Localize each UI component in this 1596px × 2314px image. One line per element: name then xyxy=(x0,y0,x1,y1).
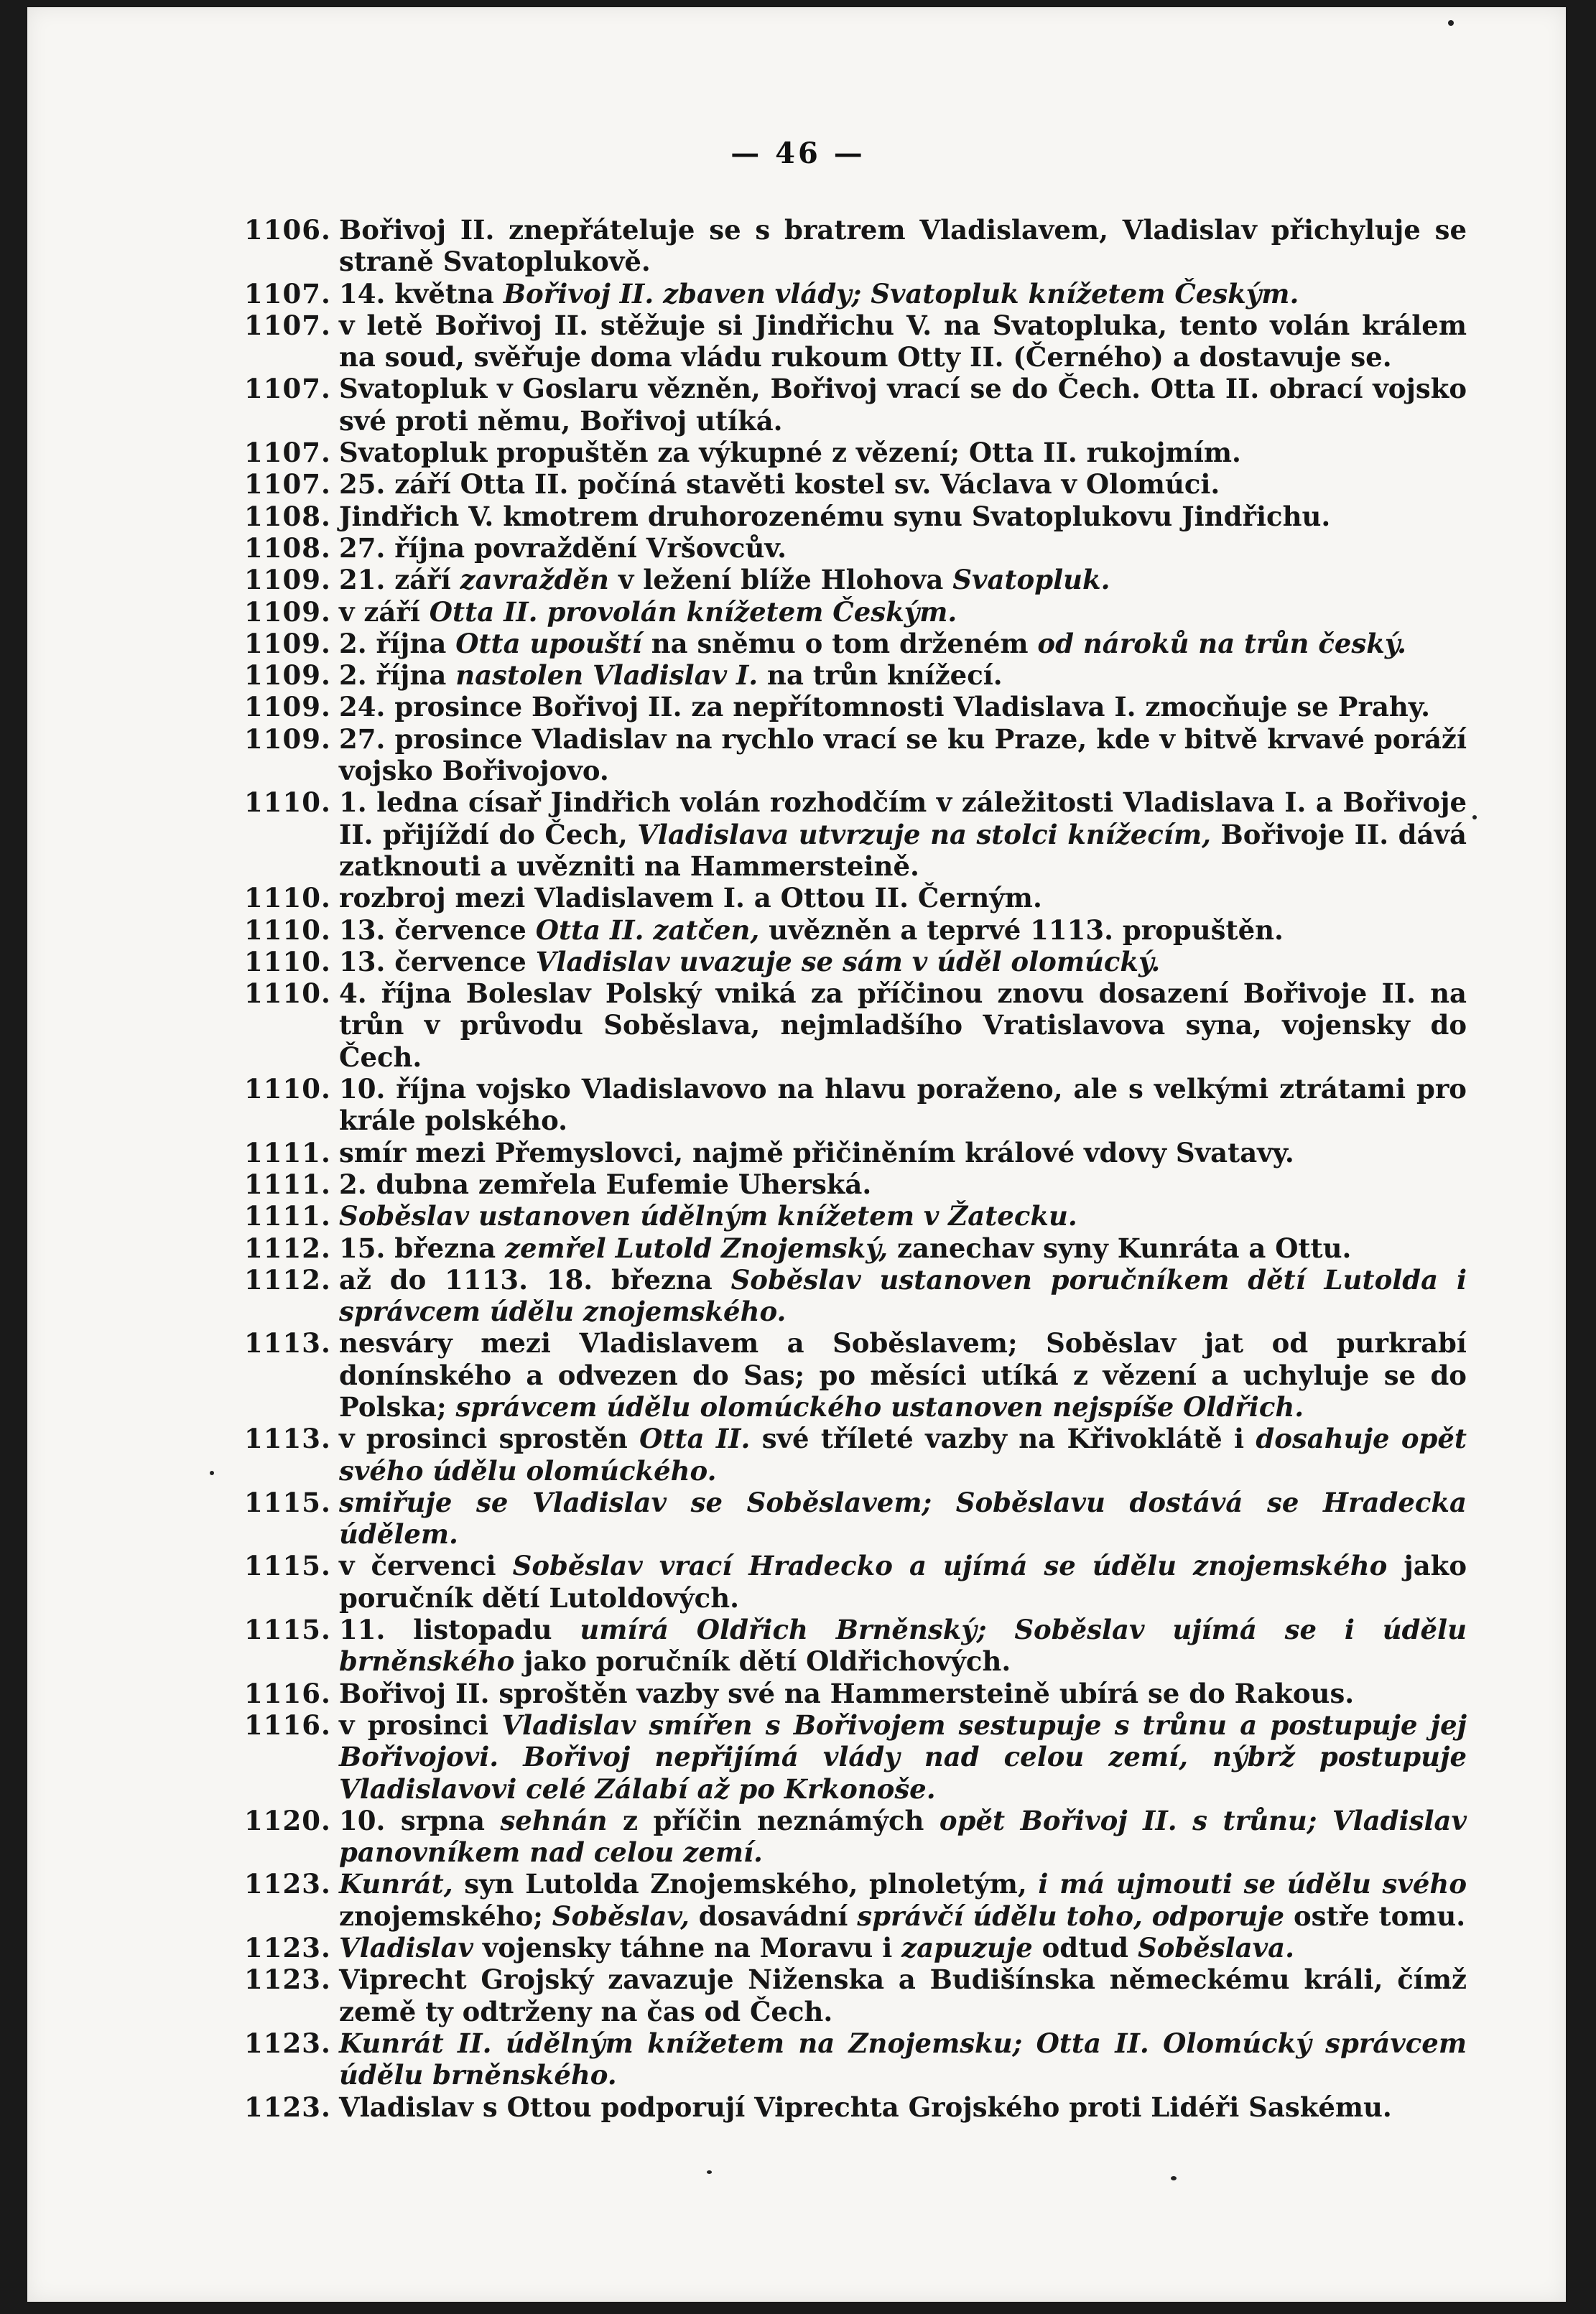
text-segment: 25. září Otta II. počíná stavěti kostel sv. Václava v Olomúci. xyxy=(339,468,1220,501)
italic-segment: Vladislava utvrzuje na stolci knížecím, xyxy=(637,818,1211,850)
chronology-entry xyxy=(244,2027,1467,2091)
chronology-entry xyxy=(244,373,1467,437)
entry-text xyxy=(339,2091,1467,2123)
italic-segment: smiřuje se Vladislav se Soběslavem; Soběslavu dostává se Hradecka údělem. xyxy=(339,1486,1467,1551)
entry-text xyxy=(339,1264,1467,1328)
entry-text xyxy=(339,468,1467,500)
text-segment: odtud xyxy=(1032,1932,1138,1964)
entry-text xyxy=(339,1550,1467,1614)
text-segment: v ležení blíže Hlohova xyxy=(608,564,953,596)
text-segment: jako poručník dětí Oldřichových. xyxy=(514,1645,1011,1678)
text-segment: 11. listopadu xyxy=(339,1614,580,1646)
entry-text xyxy=(339,564,1467,595)
text-segment: nesváry mezi Vladislavem a Soběslavem; Soběslav jat od purkrabí donínského a odvezen do Sas; po měsíci utíká z vězení a uchyluje se do Polska; xyxy=(339,1327,1467,1423)
entry-text xyxy=(339,1327,1467,1423)
entry-year: 1108. xyxy=(244,531,331,564)
chronology-entry xyxy=(244,1073,1467,1137)
text-segment: 2. října xyxy=(339,659,456,692)
entry-year: 1110. xyxy=(244,786,331,819)
italic-segment: Otta II. provolán knížetem Českým. xyxy=(429,595,957,628)
chronology-entry xyxy=(244,437,1467,468)
chronology-entry xyxy=(244,1964,1467,2027)
entry-year: 1109. xyxy=(244,627,331,659)
text-segment: Svatopluk v Goslaru vězněn, Bořivoj vrací se do Čech. Otta II. obrací vojsko své proti němu, Bořivoj utíká. xyxy=(339,373,1467,437)
text-segment: 1. ledna císař Jindřich volán rozhodčím v záležitosti Vladislava I. a Bořivoje II. přijíždí do Čech, xyxy=(339,786,1467,850)
italic-segment: Soběslav ustanoven poručníkem dětí Lutolda i správcem údělu znojemského. xyxy=(339,1263,1467,1328)
entry-year: 1107. xyxy=(244,437,331,469)
text-segment: Svatopluk propuštěn za výkupné z vězení; Otta II. rukojmím. xyxy=(339,437,1241,469)
chronology-entry xyxy=(244,1487,1467,1551)
entry-year: 1110. xyxy=(244,914,331,946)
chronology-entry xyxy=(244,278,1467,310)
chronology-entry xyxy=(244,501,1467,532)
italic-segment: Otta upouští xyxy=(455,627,642,659)
italic-segment: správcem údělu olomúckého ustanoven nejspíše Oldřich. xyxy=(455,1390,1304,1423)
italic-segment: správčí údělu toho, odporuje xyxy=(857,1900,1285,1932)
chronology-entry xyxy=(244,882,1467,914)
chronology-entry xyxy=(244,214,1467,278)
text-segment: uvězněn a teprvé 1113. propuštěn. xyxy=(759,914,1284,946)
entry-text xyxy=(339,659,1467,691)
italic-segment: Soběslav, xyxy=(552,1900,690,1932)
italic-segment: Svatopluk. xyxy=(952,564,1110,596)
italic-segment: opět Bořivoj II. s trůnu; Vladislav panovníkem nad celou zemí. xyxy=(339,1804,1467,1869)
chronology-entry xyxy=(244,977,1467,1073)
text-segment: v prosinci sprostěn xyxy=(339,1423,640,1455)
entry-text xyxy=(339,1137,1467,1168)
chronology-entry xyxy=(244,659,1467,691)
text-segment: 21. září xyxy=(339,564,460,596)
chronology-entry xyxy=(244,1550,1467,1614)
entry-text xyxy=(339,1232,1467,1264)
italic-segment: Soběslav vrací Hradecko a ujímá se údělu znojemského xyxy=(512,1550,1388,1582)
entry-year: 1115. xyxy=(244,1614,331,1646)
text-segment: 14. května xyxy=(339,277,504,310)
italic-segment: nastolen Vladislav I. xyxy=(455,659,758,692)
entry-year: 1111. xyxy=(244,1200,331,1232)
chronology-entry xyxy=(244,691,1467,722)
chronology-entry xyxy=(244,1868,1467,1932)
italic-segment: zemřel Lutold Znojemský, xyxy=(504,1232,889,1264)
text-segment: 2. října xyxy=(339,627,456,659)
chronology-entry xyxy=(244,1200,1467,1232)
entry-text xyxy=(339,501,1467,532)
entry-year: 1113. xyxy=(244,1327,331,1360)
text-segment: ostře tomu. xyxy=(1284,1900,1466,1932)
page-number: — 46 — xyxy=(730,136,866,170)
chronology-entry xyxy=(244,1264,1467,1328)
scan-speck xyxy=(210,1471,214,1475)
entry-text xyxy=(339,1964,1467,2027)
entry-year: 1116. xyxy=(244,1677,331,1709)
text-segment: Bořivoj II. sproštěn vazby své na Hammersteině ubírá se do Rakous. xyxy=(339,1677,1355,1709)
entry-year: 1109. xyxy=(244,564,331,596)
text-segment: 27. prosince Vladislav na rychlo vrací se ku Praze, kde v bitvě krvavé poráží vojsko Bořivojovo. xyxy=(339,722,1467,787)
italic-segment: Vladislav smířen s Bořivojem sestupuje s trůnu a postupuje jej Bořivojovi. Bořivoj nepřijímá vlády nad celou zemí, nýbrž postupuje Vladislavovi celé Zálabí až po Krkonoše. xyxy=(339,1709,1467,1805)
text-segment: na sněmu o tom drženém xyxy=(641,627,1038,659)
scan-speck xyxy=(1171,2176,1177,2180)
text-segment: Bořivoje II. dává zatknouti a uvězniti na Hammersteině. xyxy=(339,818,1467,882)
entry-year: 1107. xyxy=(244,309,331,341)
italic-segment: sehnán xyxy=(500,1804,608,1836)
entry-text xyxy=(339,723,1467,787)
text-segment: syn Lutolda Znojemského, plnoletým, xyxy=(453,1868,1039,1900)
entry-year: 1110. xyxy=(244,1073,331,1105)
entry-text xyxy=(339,532,1467,564)
chronology-entry xyxy=(244,2091,1467,2123)
chronology-entry xyxy=(244,1932,1467,1964)
text-segment: Viprecht Grojský zavazuje Niženska a Budišínska německému králi, čímž země ty odtrženy na čas od Čech. xyxy=(339,1964,1467,2027)
text-segment: z příčin neznámých xyxy=(607,1804,939,1836)
entry-year: 1120. xyxy=(244,1804,331,1836)
text-segment: na trůn knížecí. xyxy=(758,659,1003,692)
text-segment: Bořivoj II. znepřáteluje se s bratrem Vladislavem, Vladislav přichyluje se straně Svatoplukově. xyxy=(339,214,1467,278)
chronology-list xyxy=(244,214,1467,2123)
entry-year: 1123. xyxy=(244,2091,331,2123)
entry-text xyxy=(339,914,1467,946)
text-segment: své tříleté vazby na Křivoklátě i xyxy=(750,1423,1256,1455)
entry-year: 1109. xyxy=(244,722,331,755)
entry-year: 1115. xyxy=(244,1550,331,1582)
entry-year: 1123. xyxy=(244,1932,331,1964)
text-segment: Vladislav s Ottou podporují Viprechta Grojského proti Lidéři Saskému. xyxy=(339,2091,1392,2123)
chronology-entry xyxy=(244,564,1467,595)
chronology-entry xyxy=(244,786,1467,882)
entry-text xyxy=(339,1423,1467,1487)
text-segment: znojemského; xyxy=(339,1900,552,1932)
text-segment: smír mezi Přemyslovci, najmě přičiněním králové vdovy Svatavy. xyxy=(339,1136,1294,1168)
entry-year: 1107. xyxy=(244,373,331,405)
entry-text xyxy=(339,691,1467,722)
text-segment: v září xyxy=(339,595,430,628)
text-segment: jako poručník dětí Lutoldových. xyxy=(339,1550,1467,1614)
chronology-entry xyxy=(244,1327,1467,1423)
italic-segment: Soběslava. xyxy=(1137,1932,1294,1964)
text-segment: 4. října Boleslav Polský vniká za příčinou znovu dosazení Bořivoje II. na trůn v průvodu Soběslava, nejmladšího Vratislavova syna, vojensky do Čech. xyxy=(339,977,1467,1073)
entry-text xyxy=(339,310,1467,373)
text-segment: 2. dubna zemřela Eufemie Uherská. xyxy=(339,1168,872,1200)
entry-text xyxy=(339,977,1467,1073)
entry-text xyxy=(339,1614,1467,1678)
entry-text xyxy=(339,1073,1467,1137)
chronology-entry xyxy=(244,596,1467,628)
chronology-entry xyxy=(244,1137,1467,1168)
chronology-entry xyxy=(244,946,1467,977)
text-segment: Jindřich V. kmotrem druhorozenému synu Svatoplukovu Jindřichu. xyxy=(339,500,1331,532)
entry-year: 1106. xyxy=(244,214,331,246)
entry-year: 1112. xyxy=(244,1232,331,1264)
italic-segment: Vladislav uvazuje se sám v úděl olomúcký. xyxy=(535,945,1161,977)
italic-segment: zavražděn xyxy=(460,564,609,596)
text-segment: 13. července xyxy=(339,945,536,977)
chronology-entry xyxy=(244,532,1467,564)
entry-year: 1115. xyxy=(244,1486,331,1518)
entry-text xyxy=(339,278,1467,310)
entry-text xyxy=(339,628,1467,659)
italic-segment: Vladislav xyxy=(339,1932,474,1964)
entry-year: 1123. xyxy=(244,1868,331,1900)
chronology-entry xyxy=(244,310,1467,373)
scan-speck xyxy=(1448,20,1454,26)
italic-segment: Otta II. zatčen, xyxy=(535,914,760,946)
chronology-entry xyxy=(244,1805,1467,1869)
text-segment: vojensky táhne na Moravu i xyxy=(473,1932,902,1964)
entry-year: 1111. xyxy=(244,1168,331,1200)
entry-year: 1107. xyxy=(244,277,331,310)
entry-year: 1107. xyxy=(244,468,331,501)
entry-text xyxy=(339,1932,1467,1964)
entry-year: 1110. xyxy=(244,882,331,914)
chronology-entry xyxy=(244,468,1467,500)
entry-year: 1110. xyxy=(244,977,331,1010)
italic-segment: od nároků na trůn český. xyxy=(1037,627,1406,659)
chronology-entry xyxy=(244,1168,1467,1200)
scan-speck xyxy=(707,2170,712,2174)
entry-year: 1109. xyxy=(244,691,331,723)
italic-segment: Kunrát II. údělným knížetem na Znojemsku; Otta II. Olomúcký správcem údělu brněnského. xyxy=(339,2027,1467,2091)
entry-year: 1109. xyxy=(244,659,331,692)
text-segment: 15. března xyxy=(339,1232,505,1264)
italic-segment: i má ujmouti se údělu svého xyxy=(1038,1868,1467,1900)
entry-year: 1113. xyxy=(244,1423,331,1455)
entry-text xyxy=(339,437,1467,468)
scan-speck xyxy=(1472,815,1477,819)
text-segment: 27. října povraždění Vršovcův. xyxy=(339,531,787,564)
entry-text xyxy=(339,1868,1467,1932)
chronology-entry xyxy=(244,723,1467,787)
italic-segment: zapuzuje xyxy=(901,1932,1033,1964)
text-segment: 24. prosince Bořivoj II. za nepřítomnosti Vladislava I. zmocňuje se Prahy. xyxy=(339,691,1430,723)
chronology-entry xyxy=(244,1709,1467,1805)
chronology-entry xyxy=(244,1232,1467,1264)
chronology-entry xyxy=(244,914,1467,946)
entry-year: 1108. xyxy=(244,500,331,532)
italic-segment: umírá Oldřich Brněnský; Soběslav ujímá se i údělu brněnského xyxy=(339,1614,1467,1678)
entry-year: 1109. xyxy=(244,595,331,628)
italic-segment: dosahuje opět svého údělu olomúckého. xyxy=(339,1423,1467,1487)
entry-year: 1110. xyxy=(244,945,331,977)
entry-text xyxy=(339,1487,1467,1551)
italic-segment: Kunrát, xyxy=(339,1868,453,1900)
text-segment: 10. srpna xyxy=(339,1804,501,1836)
chronology-entry xyxy=(244,1678,1467,1709)
entry-year: 1123. xyxy=(244,2027,331,2059)
text-segment: zanechav syny Kunráta a Ottu. xyxy=(888,1232,1352,1264)
text-segment: 10. října vojsko Vladislavovo na hlavu poraženo, ale s velkými ztrátami pro krále polského. xyxy=(339,1073,1467,1137)
entry-text xyxy=(339,596,1467,628)
italic-segment: Soběslav ustanoven údělným knížetem v Žatecku. xyxy=(339,1200,1077,1232)
chronology-entry xyxy=(244,1423,1467,1487)
entry-text xyxy=(339,373,1467,437)
entry-text xyxy=(339,214,1467,278)
entry-text xyxy=(339,1168,1467,1200)
italic-segment: Otta II. xyxy=(639,1423,751,1455)
entry-text xyxy=(339,786,1467,882)
chronology-entry xyxy=(244,1614,1467,1678)
entry-text xyxy=(339,882,1467,914)
entry-text xyxy=(339,1678,1467,1709)
entry-text xyxy=(339,1200,1467,1232)
text-segment: rozbroj mezi Vladislavem I. a Ottou II. Černým. xyxy=(339,882,1042,914)
text-segment: dosavádní xyxy=(689,1900,858,1932)
entry-year: 1111. xyxy=(244,1136,331,1168)
entry-year: 1112. xyxy=(244,1263,331,1296)
entry-text xyxy=(339,1709,1467,1805)
text-segment: v letě Bořivoj II. stěžuje si Jindřichu V. na Svatopluka, tento volán králem na soud, svěřuje doma vládu rukoum Otty II. (Černého) a dostavuje se. xyxy=(339,309,1467,373)
entry-year: 1123. xyxy=(244,1964,331,1996)
entry-year: 1116. xyxy=(244,1709,331,1741)
entry-text xyxy=(339,946,1467,977)
text-segment: 13. července xyxy=(339,914,536,946)
text-segment: až do 1113. 18. března xyxy=(339,1263,731,1296)
entry-text xyxy=(339,1805,1467,1869)
chronology-entry xyxy=(244,628,1467,659)
entry-text xyxy=(339,2027,1467,2091)
text-segment: v červenci xyxy=(339,1550,513,1582)
text-segment: v prosinci xyxy=(339,1709,502,1741)
italic-segment: Bořivoj II. zbaven vlády; Svatopluk knížetem Českým. xyxy=(503,277,1299,310)
